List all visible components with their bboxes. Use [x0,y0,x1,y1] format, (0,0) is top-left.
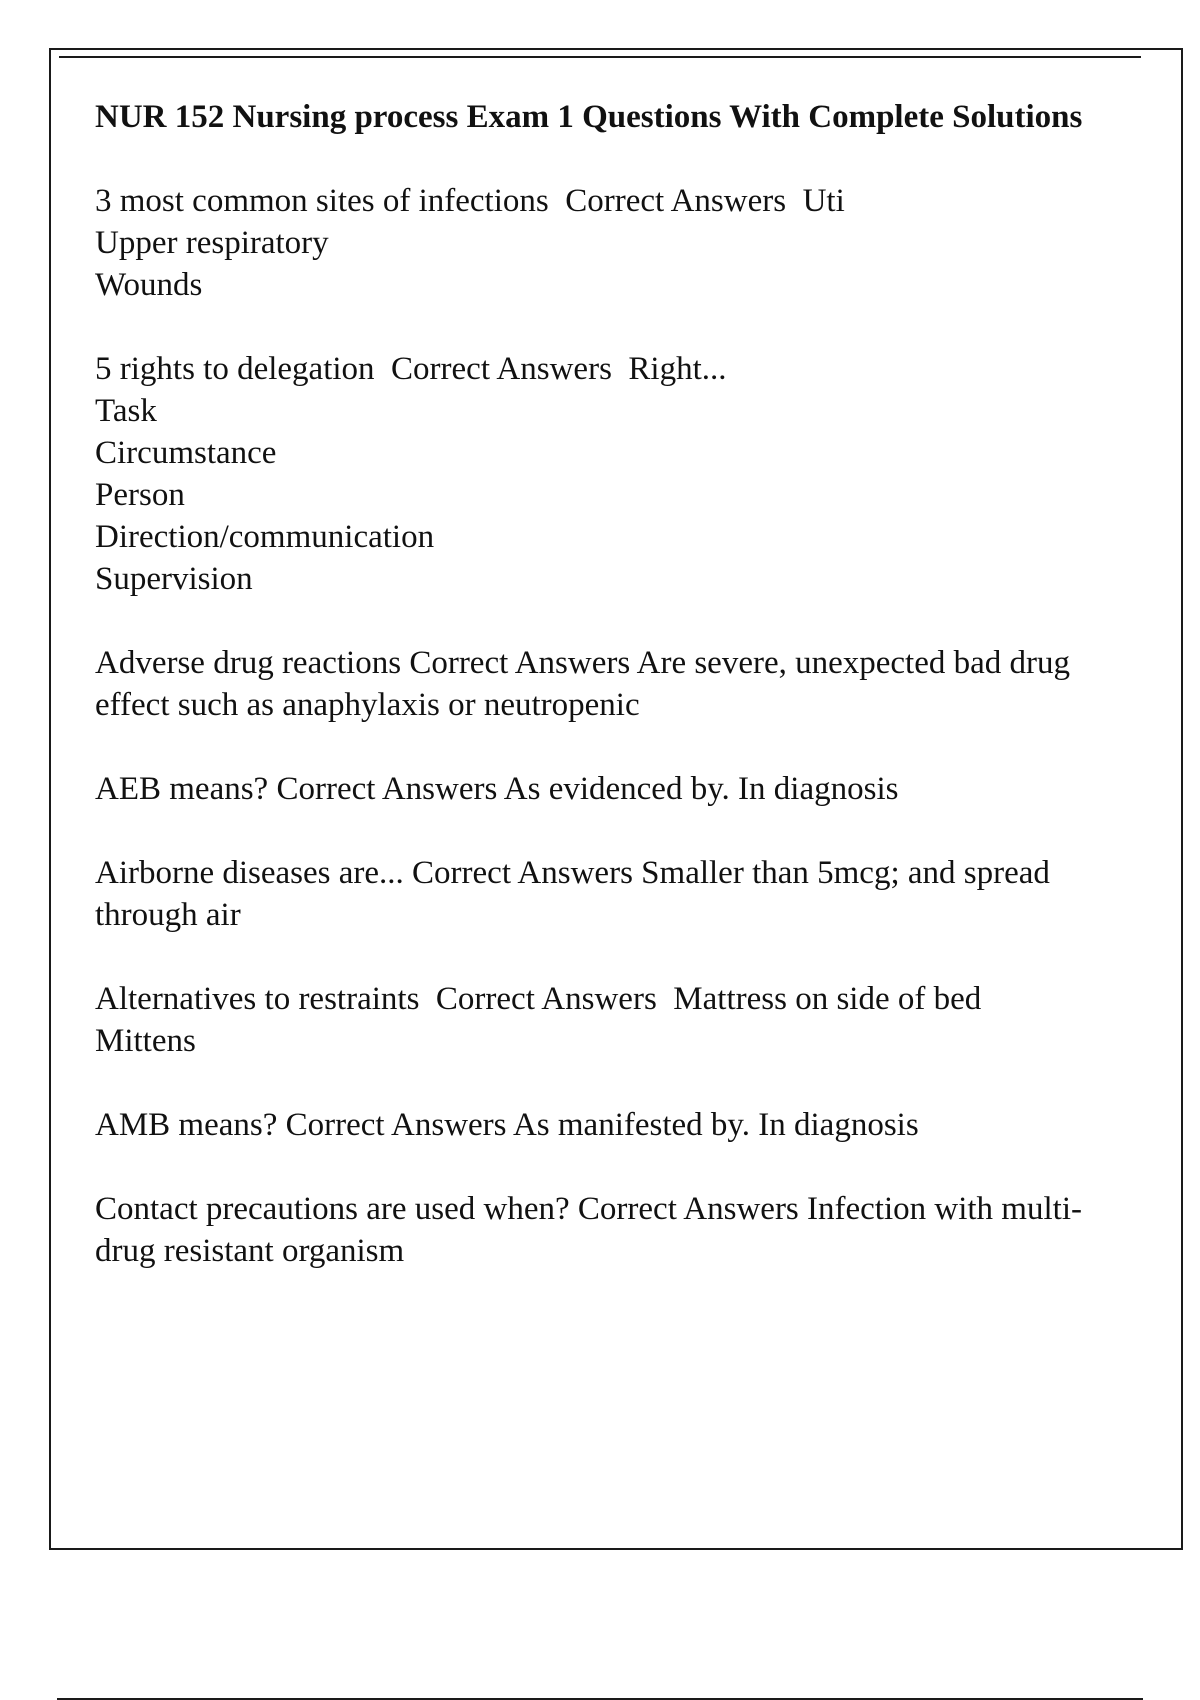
answer-label: Correct Answers [409,645,631,681]
answer-line: Supervision [95,561,253,597]
answer-label: Correct Answers [435,981,657,1017]
question-text: 5 rights to delegation [95,351,375,387]
answer-text: Are severe, unexpected bad drug effect such as anaphylaxis or neutropenic [95,645,1071,723]
question-text: Contact precautions are used when? [95,1191,570,1227]
qa-entry [95,852,1085,936]
answer-text: As evidenced by. In diagnosis [503,771,899,807]
question-text: AEB means? [95,771,269,807]
answer-line: Circumstance [95,435,277,471]
answer-label: Correct Answers [565,183,787,219]
answer-line: Direction/communication [95,519,435,555]
top-rule [59,56,1141,58]
question-text: Adverse drug reactions [95,645,402,681]
document-body [95,96,1085,1314]
answer-line: Task [95,393,157,429]
answer-text: Uti [802,183,845,219]
qa-entry [95,642,1085,726]
answer-line: Upper respiratory [95,225,329,261]
qa-first-line [95,978,1085,1020]
qa-entry [95,348,1085,600]
answer-text: Mattress on side of bed [673,981,982,1017]
answer-label: Correct Answers [412,855,633,891]
qa-entry [95,1188,1085,1272]
answer-text: Infection with multi-drug resistant organism [95,1191,1082,1269]
question-text: 3 most common sites of infections [95,183,549,219]
qa-entry [95,768,1085,810]
answer-line: Mittens [95,1023,196,1059]
question-text: AMB means? [95,1107,278,1143]
qa-first-line [95,180,1085,222]
answer-text: As manifested by. In diagnosis [512,1107,919,1143]
answer-line: Person [95,477,185,513]
answer-text: Right... [628,351,727,387]
qa-entry [95,978,1085,1062]
answer-label: Correct Answers [577,1191,799,1227]
qa-entry [95,180,1085,306]
document-title: NUR 152 Nursing process Exam 1 Questions With Complete Solutions [95,99,1083,135]
answer-label: Correct Answers [285,1107,507,1143]
answer-text: Smaller than 5mcg; and spread through air [95,855,1050,933]
question-text: Airborne diseases are... [95,855,404,891]
answer-label: Correct Answers [276,771,498,807]
answer-label: Correct Answers [391,351,612,387]
qa-first-line [95,348,1085,390]
question-text: Alternatives to restraints [95,981,420,1017]
answer-line: Wounds [95,267,203,303]
qa-entry [95,1104,1085,1146]
